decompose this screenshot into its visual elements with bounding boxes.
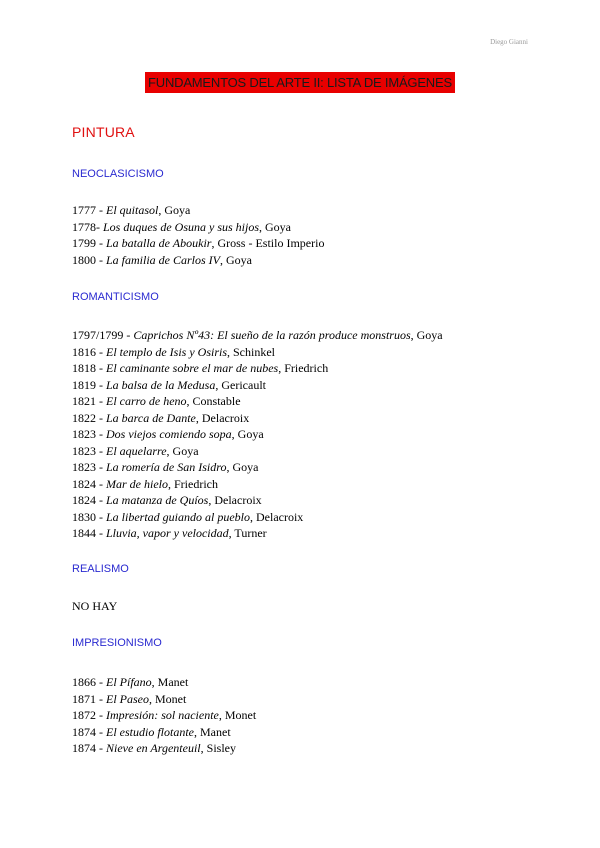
item-year: 1818 - xyxy=(72,361,106,375)
list-romanticismo xyxy=(72,327,443,542)
title-wrapper xyxy=(0,72,600,93)
subheading-romanticismo: ROMANTICISMO xyxy=(72,291,159,303)
item-year: 1824 - xyxy=(72,476,106,491)
list-item xyxy=(72,740,256,757)
item-year: 1816 - xyxy=(72,344,106,359)
list-item xyxy=(72,235,324,252)
item-year: 1823 - xyxy=(72,427,106,441)
item-artist: , Goya xyxy=(158,203,191,217)
list-item xyxy=(72,674,256,691)
list-item xyxy=(72,707,256,724)
item-artist: , Monet xyxy=(218,708,257,722)
list-item xyxy=(72,724,256,741)
list-neoclasicismo xyxy=(72,202,324,268)
item-year: 1830 - xyxy=(72,509,106,524)
item-artist: , Constable xyxy=(186,394,241,408)
item-work-title: El Paseo xyxy=(106,691,149,706)
item-year: 1823 - xyxy=(72,443,106,458)
item-year: 1824 - xyxy=(72,493,106,507)
subheading-impresionismo: IMPRESIONISMO xyxy=(72,637,162,649)
list-item xyxy=(72,344,443,361)
list-item xyxy=(72,525,443,542)
item-year: 1821 - xyxy=(72,394,106,408)
item-work-title: Lluvia, vapor y velocidad xyxy=(106,526,229,540)
item-artist: , Goya xyxy=(259,219,292,234)
item-artist: , Goya xyxy=(231,427,264,441)
item-work-title: El quitasol xyxy=(106,203,159,217)
list-item xyxy=(72,219,324,236)
item-year: 1797/1799 - xyxy=(72,328,134,342)
item-work-title: El Pífano xyxy=(106,675,152,689)
item-work-title: La balsa de la Medusa xyxy=(106,377,216,392)
list-item xyxy=(72,327,443,344)
list-item xyxy=(72,377,443,394)
item-artist: , Delacroix xyxy=(250,509,304,524)
item-year: 1823 - xyxy=(72,460,106,474)
document-title: FUNDAMENTOS DEL ARTE II: LISTA DE IMÁGENES xyxy=(145,72,455,93)
item-year: 1872 - xyxy=(72,708,106,722)
item-artist: , Sisley xyxy=(200,741,236,755)
item-artist: , Goya xyxy=(220,252,253,267)
list-item xyxy=(72,410,443,427)
item-artist: , Delacroix xyxy=(208,493,262,507)
item-work-title: El templo de Isis y Osiris xyxy=(106,344,227,359)
item-work-title: La familia de Carlos IV xyxy=(106,252,221,267)
item-work-title: El estudio flotante xyxy=(106,724,194,739)
item-artist: , Goya xyxy=(166,443,199,458)
item-artist: , Manet xyxy=(194,724,231,739)
item-year: 1822 - xyxy=(72,410,106,425)
list-item xyxy=(72,691,256,708)
list-item xyxy=(72,443,443,460)
item-artist: , Turner xyxy=(228,526,267,540)
item-artist: , Goya xyxy=(410,328,443,342)
item-work-title: Dos viejos comiendo sopa xyxy=(106,427,232,441)
list-item xyxy=(72,252,324,269)
item-artist: , Goya xyxy=(226,460,259,474)
item-year: 1874 - xyxy=(72,741,106,755)
list-item xyxy=(72,492,443,509)
subheading-neoclasicismo: NEOCLASICISMO xyxy=(72,168,164,180)
list-item xyxy=(72,509,443,526)
item-artist: , Schinkel xyxy=(227,344,275,359)
item-artist: , Delacroix xyxy=(195,410,250,425)
list-item xyxy=(72,360,443,377)
realismo-text: NO HAY xyxy=(72,599,118,613)
item-work-title: Impresión: sol naciente xyxy=(106,708,219,722)
item-work-title: Caprichos Nº43: El sueño de la razón produce monstruos xyxy=(133,328,411,342)
item-work-title: Nieve en Argenteuil xyxy=(106,741,201,755)
list-item xyxy=(72,459,443,476)
item-year: 1800 - xyxy=(72,252,106,267)
item-work-title: La romería de San Isidro xyxy=(106,460,227,474)
item-work-title: El aquelarre xyxy=(106,443,167,458)
item-work-title: Los duques de Osuna y sus hijos xyxy=(103,219,260,234)
item-year: 1819 - xyxy=(72,377,106,392)
item-year: 1874 - xyxy=(72,724,106,739)
subheading-realismo: REALISMO xyxy=(72,563,129,575)
author-name: Diego Gianni xyxy=(490,38,528,46)
item-work-title: El carro de heno xyxy=(106,394,187,408)
list-item xyxy=(72,202,324,219)
item-year: 1777 - xyxy=(72,203,106,217)
item-work-title: La barca de Dante xyxy=(106,410,196,425)
list-item xyxy=(72,476,443,493)
item-work-title: La batalla de Aboukir xyxy=(106,236,212,250)
item-year: 1866 - xyxy=(72,675,106,689)
section-heading-pintura: PINTURA xyxy=(72,124,135,140)
item-year: 1871 - xyxy=(72,691,106,706)
item-artist: , Gericault xyxy=(215,377,266,392)
list-impresionismo xyxy=(72,674,256,757)
item-year: 1799 - xyxy=(72,236,106,250)
item-artist: , Friedrich xyxy=(278,361,329,375)
item-year: 1844 - xyxy=(72,526,106,540)
item-work-title: La libertad guiando al pueblo xyxy=(106,509,250,524)
item-work-title: El caminante sobre el mar de nubes xyxy=(106,361,279,375)
item-work-title: Mar de hielo xyxy=(106,476,168,491)
item-work-title: La matanza de Quíos xyxy=(106,493,209,507)
item-year: 1778- xyxy=(72,219,103,234)
list-item xyxy=(72,393,443,410)
item-artist: , Gross - Estilo Imperio xyxy=(211,236,325,250)
item-artist: , Friedrich xyxy=(168,476,218,491)
item-artist: , Manet xyxy=(151,675,189,689)
list-item xyxy=(72,426,443,443)
item-artist: , Monet xyxy=(149,691,187,706)
